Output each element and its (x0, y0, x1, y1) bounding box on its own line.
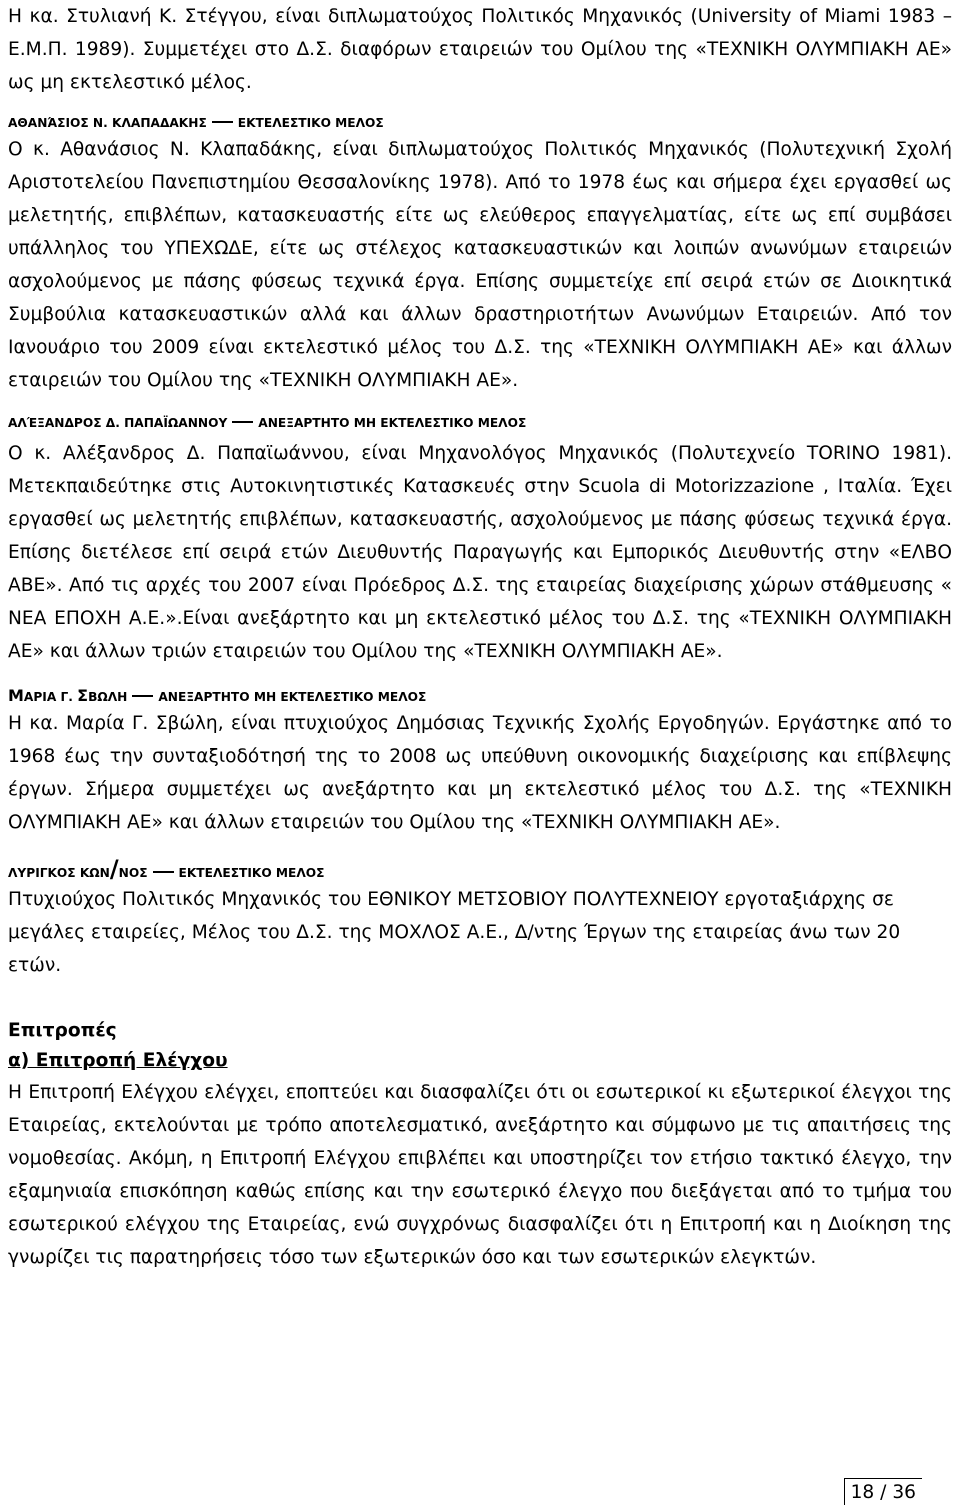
dash-separator (232, 421, 253, 423)
member-heading-papaioannou (8, 413, 952, 433)
member-name: ΝΟΣ (118, 866, 148, 880)
name-initial: Σ (77, 686, 89, 705)
audit-committee-paragraph: Η Επιτροπή Ελέγχου ελέγχει, εποπτεύει και διασφαλίζει ότι οι εσωτερικοί κι εξωτερικοί έλεγχοι της Εταιρείας, εκτελούνται με τρόπο αποτελεσματικό, ανεξάρτητο και σύμφωνο με τις απαιτήσεις της νομοθεσίας. Ακόμη, η Επιτροπή Ελέγχου επιβλέπει και υποστηρίζει τον ετήσιο τακτικό έλεγχο, την εξαμηνιαία επισκόπηση καθώς επίσης και την εσωτερικό έλεγχο που διεξάγεται από το τμήμα του εσωτερικού ελέγχου της Εταιρείας, ενώ συγχρόνως διασφαλίζει ότι η Επιτροπή και η Διοίκηση της γνωρίζει τις παρατηρήσεις τόσο των εξωτερικών όσο και των εσωτερικών ελεγκτών. (8, 1082, 952, 1268)
name-initial: Μ (8, 686, 24, 705)
member-heading-klapadakis (8, 113, 952, 133)
member-bio-lyrigkos: Πτυχιούχος Πολιτικός Μηχανικός του ΕΘΝΙΚΟΥ ΜΕΤΣΟΒΙΟΥ ΠΟΛΥΤΕΧΝΕΙΟΥ εργοταξιάρχης σε μεγάλες εταιρείες, Μέλος του Δ.Σ. της ΜΟΧΛΟΣ Α.Ε., Δ/ντης Έργων της εταιρείας άνω των 20 ετών. (8, 889, 901, 976)
dash-separator (212, 121, 233, 123)
name-rest: ΑΡΙΑ Γ. (23, 690, 78, 704)
member-bio-klapadakis: Ο κ. Αθανάσιος Ν. Κλαπαδάκης, είναι διπλωματούχος Πολιτικός Μηχανικός (Πολυτεχνική Σχολή Αριστοτελείου Πανεπιστημίου Θεσσαλονίκης 1978). Από το 1978 έως και σήμερα έχει εργασθεί ως μελετητής, επιβλέπων, κατασκευαστής είτε ως ελεύθερος επαγγελματίας, είτε ως επί συμβάσει υπάλληλος του ΥΠΕΧΩΔΕ, είτε ως στέλεχος κατασκευαστικών και λοιπών ανωνύμων εταιρειών ασχολούμενος με πάσης φύσεως τεχνικά έργα. Επίσης συμμετείχε επί σειρά ετών σε Διοικητικά Συμβούλια κατασκευαστικών αλλά και άλλων δραστηριοτήτων Ανωνύμων Εταιρειών. Από τον Ιανουάριο του 2009 είναι εκτελεστικό μέλος του Δ.Σ. της «ΤΕΧΝΙΚΗ ΟΛΥΜΠΙΑΚΗ ΑΕ» και άλλων εταιρειών του Ομίλου της «ΤΕΧΝΙΚΗ ΟΛΥΜΠΙΑΚΗ ΑΕ». (8, 139, 952, 391)
document-page (8, 0, 952, 1274)
member-name: ΑΛΈΞΑΝΔΡΟΣ Δ. ΠΑΠΑΪΩΑΝΝΟΥ (8, 416, 228, 430)
name-slash: / (109, 855, 119, 883)
member-role: ΕΚΤΕΛΕΣΤΙΚΟ ΜΕΛΟΣ (178, 866, 325, 880)
name-rest: ΒΩΛΗ (88, 690, 128, 704)
member-role: ΑΝΕΞΑΡΤΗΤΟ ΜΗ ΕΚΤΕΛΕΣΤΙΚΟ ΜΕΛΟΣ (158, 690, 427, 704)
section-title-committees: Επιτροπές (8, 1020, 117, 1041)
dash-separator (153, 871, 174, 873)
member-heading-svoli (8, 686, 952, 707)
member-role: ΕΚΤΕΛΕΣΤΙΚΟ ΜΕΛΟΣ (237, 116, 384, 130)
member-bio-papaioannou: Ο κ. Αλέξανδρος Δ. Παπαϊωάννου, είναι Μηχανολόγος Μηχανικός (Πολυτεχνείο TORINO 1981). Μετεκπαιδεύτηκε στις Αυτοκινητιστικές Κατασκευές στην Scuola di Motorizzazione , Ιταλία. Έχει εργασθεί ως μελετητής επιβλέπων, κατασκευαστής, ασχολούμενος με πάσης φύσεως τεχνικά έργα. Επίσης διετέλεσε επί σειρά ετών Διευθυντής Παραγωγής και Εμπορικός Διευθυντής στην «ΕΛΒΟ ΑΒΕ». Από τις αρχές του 2007 είναι Πρόεδρος Δ.Σ. της εταιρείας διαχείρισης χώρων στάθμευσης « ΝΕΑ ΕΠΟΧΗ Α.Ε.».Είναι ανεξάρτητο και μη εκτελεστικό μέλος του Δ.Σ. της «ΤΕΧΝΙΚΗ ΟΛΥΜΠΙΑΚΗ ΑΕ» και άλλων τριών εταιρειών του Ομίλου της «ΤΕΧΝΙΚΗ ΟΛΥΜΠΙΑΚΗ ΑΕ». (8, 443, 952, 662)
intro-paragraph: Η κα. Στυλιανή Κ. Στέγγου, είναι διπλωματούχος Πολιτικός Μηχανικός (University of Miami 1983 – Ε.Μ.Π. 1989). Συμμετέχει στο Δ.Σ. διαφόρων εταιρειών του Ομίλου της «ΤΕΧΝΙΚΗ ΟΛΥΜΠΙΑΚΗ ΑΕ» ως μη εκτελεστικό μέλος. (8, 6, 952, 93)
member-heading-lyrigkos (8, 855, 952, 883)
member-role: ΑΝΕΞΑΡΤΗΤΟ ΜΗ ΕΚΤΕΛΕΣΤΙΚΟ ΜΕΛΟΣ (258, 416, 527, 430)
section-subtitle-audit-committee: α) Επιτροπή Ελέγχου (8, 1050, 228, 1071)
page-number: 18 / 36 (844, 1478, 922, 1505)
dash-separator (132, 695, 153, 697)
member-name: ΑΘΑΝΆΣΙΟΣ Ν. ΚΛΑΠΑΔΑΚΗΣ (8, 116, 207, 130)
member-bio-svoli: Η κα. Μαρία Γ. Σβώλη, είναι πτυχιούχος Δημόσιας Τεχνικής Σχολής Εργοδηγών. Εργάστηκε από το 1968 έως την συνταξιοδότησή της το 2008 ως υπεύθυνη οικονομικής διαχείρισης και επίβλεψης έργων. Σήμερα συμμετέχει ως ανεξάρτητο και μη εκτελεστικό μέλος του Δ.Σ. της «ΤΕΧΝΙΚΗ ΟΛΥΜΠΙΑΚΗ ΑΕ» και άλλων εταιρειών του Ομίλου της «ΤΕΧΝΙΚΗ ΟΛΥΜΠΙΑΚΗ ΑΕ». (8, 713, 952, 833)
member-name: ΛΥΡΙΓΚΟΣ ΚΩΝ (8, 866, 110, 880)
